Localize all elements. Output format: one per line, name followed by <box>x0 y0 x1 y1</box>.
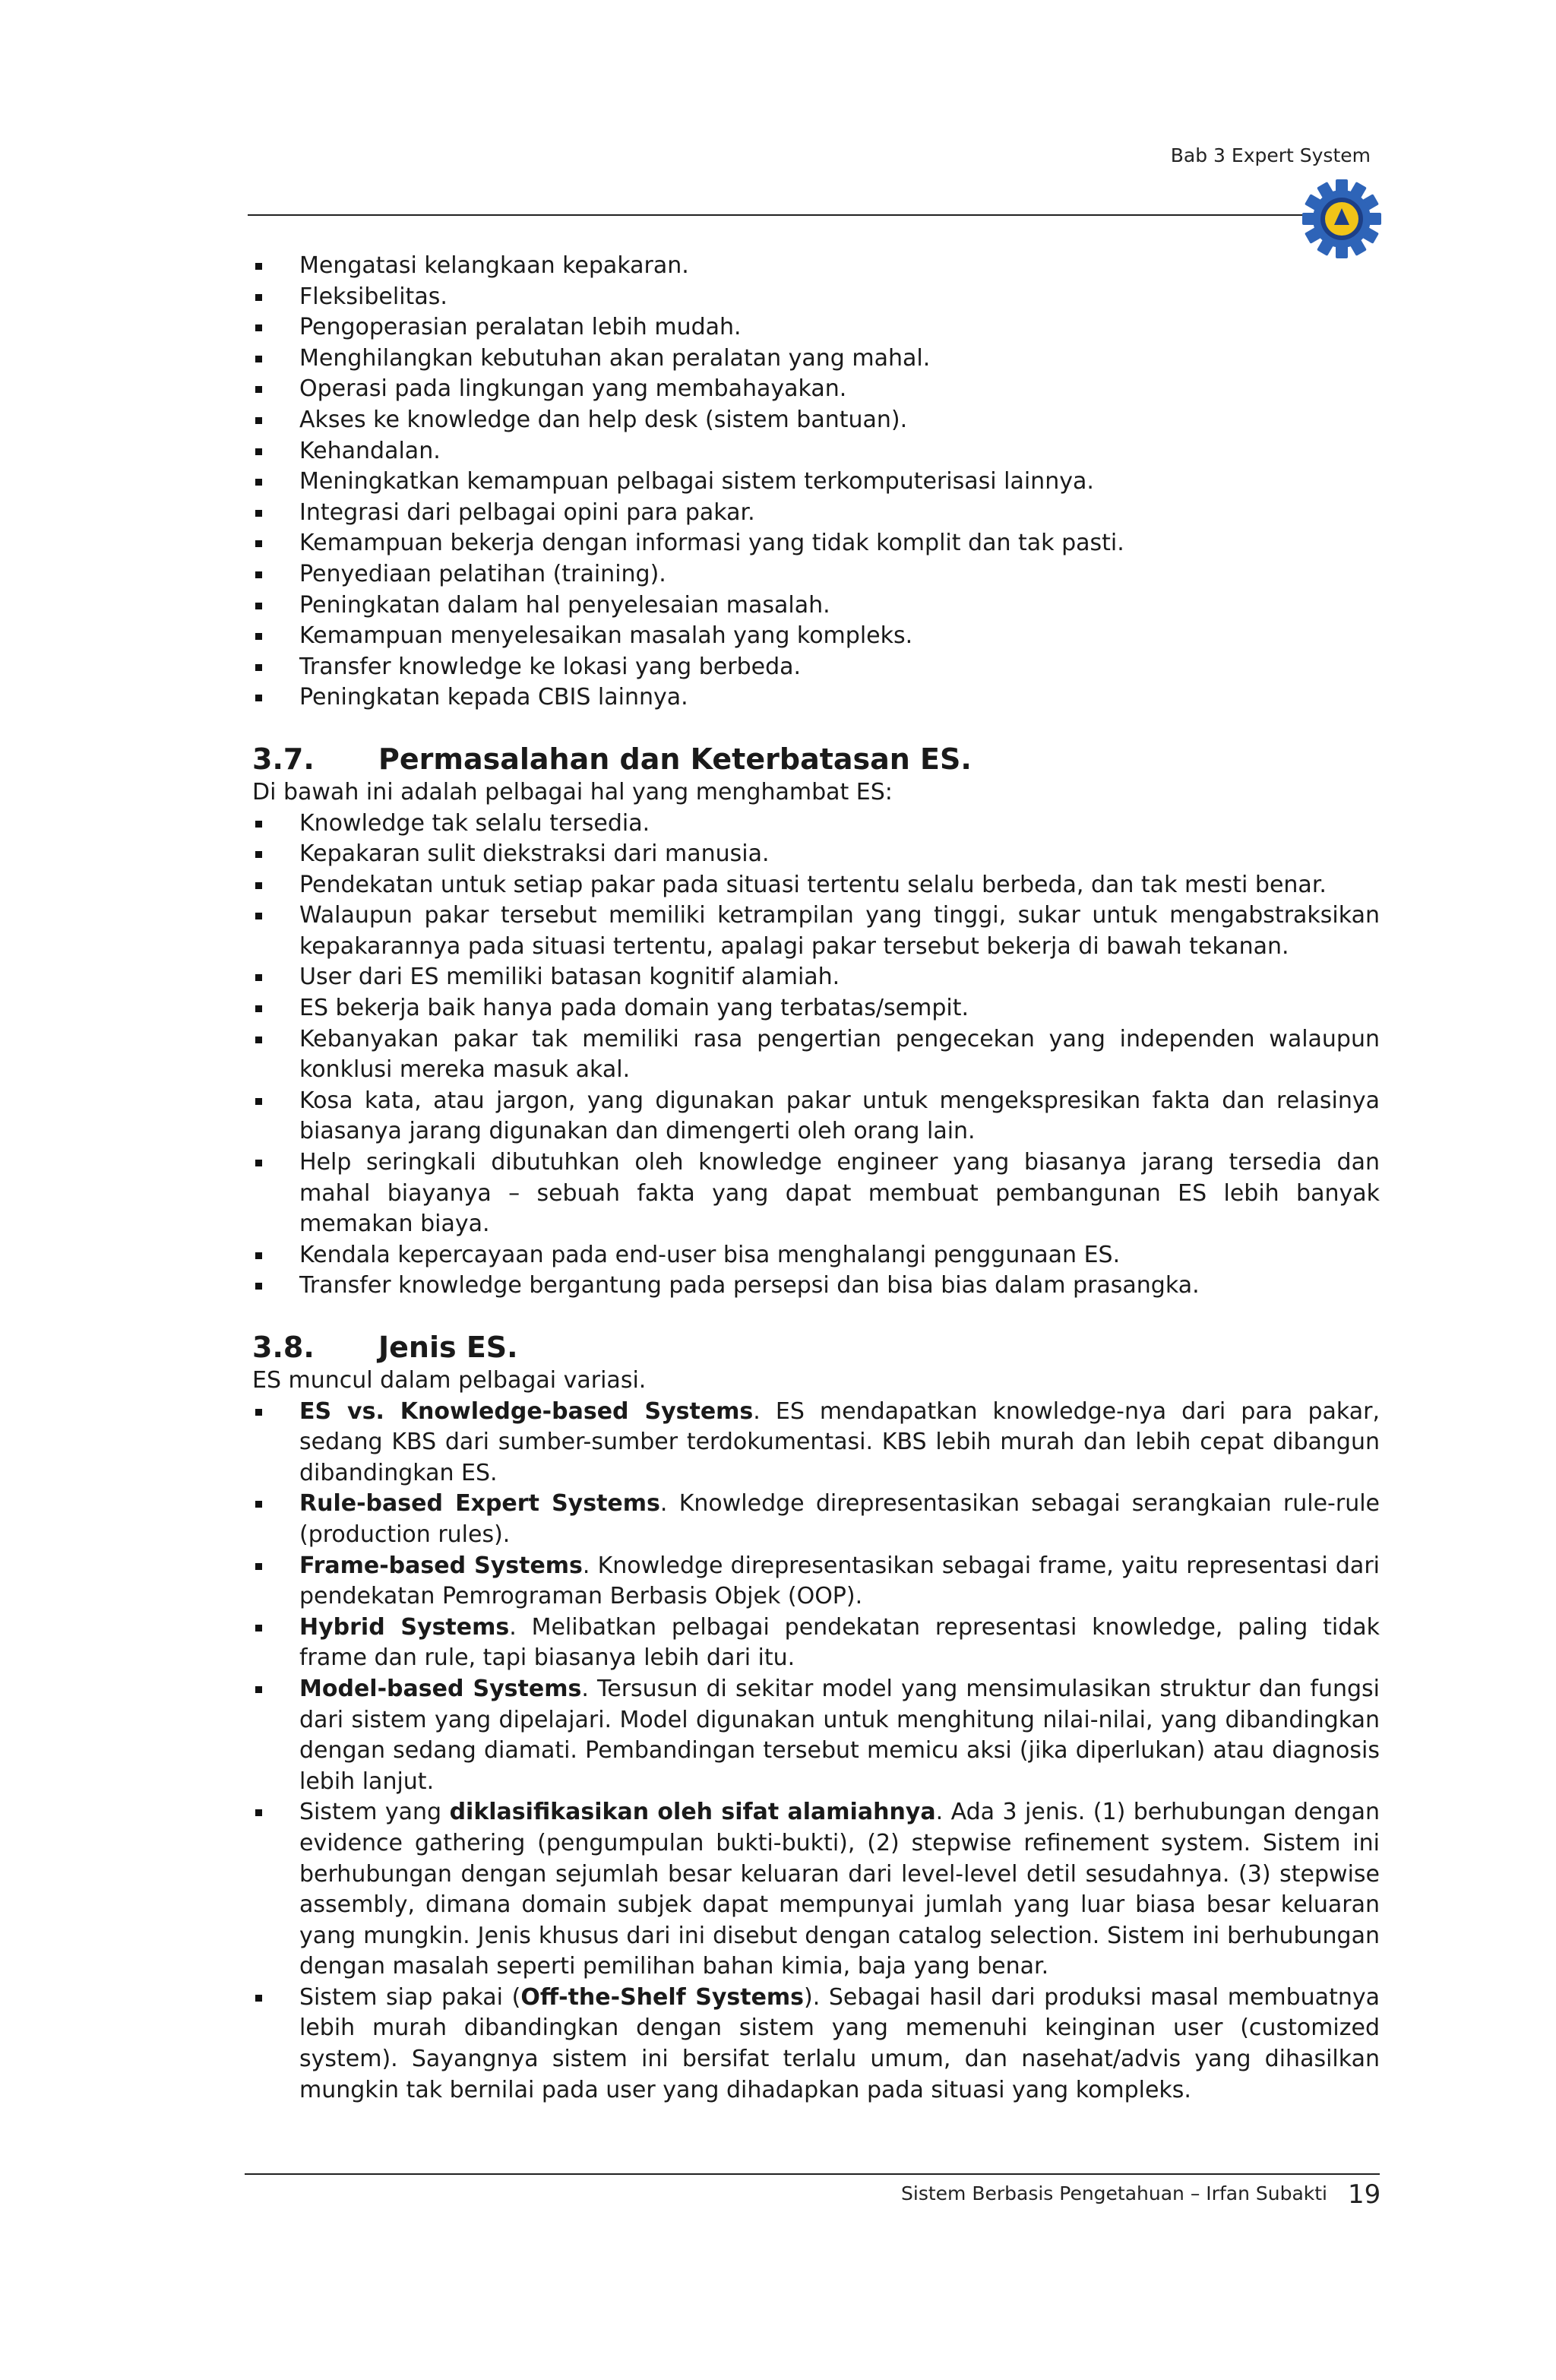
footer-text: Sistem Berbasis Pengetahuan – Irfan Subakti <box>901 2182 1327 2204</box>
list-item: Kemampuan menyelesaikan masalah yang kompleks. <box>252 621 1380 652</box>
list-item: Menghilangkan kebutuhan akan peralatan yang mahal. <box>252 343 1380 375</box>
item-text-pre: Sistem siap pakai ( <box>299 1983 521 2011</box>
list-item <box>252 1613 1380 1674</box>
list-item: Pendekatan untuk setiap pakar pada situasi tertentu selalu berbeda, dan tak mesti benar. <box>252 870 1380 901</box>
list-item: Operasi pada lingkungan yang membahayakan. <box>252 374 1380 405</box>
list-item: Akses ke knowledge dan help desk (sistem bantuan). <box>252 405 1380 436</box>
item-text: . Tersusun di sekitar model yang mensimulasikan struktur dan fungsi dari sistem yang dipelajari. Model digunakan untuk menghitung nilai-nilai, yang dibandingkan dengan sedang diamati. Pembandingan tersebut memicu aksi (jika diperlukan) atau diagnosis lebih lanjut. <box>299 1675 1380 1795</box>
list-item: Transfer knowledge ke lokasi yang berbeda. <box>252 652 1380 683</box>
advantages-list <box>252 251 1380 714</box>
item-text: ). Sebagai hasil dari produksi masal membuatnya lebih murah dibandingkan dengan sistem yang memenuhi keinginan user (customized system). Sayangnya sistem ini bersifat terlalu umum, dan nasehat/advis yang dihasilkan mungkin tak bernilai pada user yang dihadapkan pada situasi yang kompleks. <box>299 1983 1380 2103</box>
list-item: Kepakaran sulit diekstraksi dari manusia. <box>252 839 1380 870</box>
item-term: diklasifikasikan oleh sifat alamiahnya <box>449 1799 936 1826</box>
page-content <box>252 251 1380 2106</box>
list-item: Kendala kepercayaan pada end-user bisa menghalangi penggunaan ES. <box>252 1240 1380 1271</box>
item-text-pre: Sistem yang <box>299 1799 450 1826</box>
page-number: 19 <box>1348 2179 1381 2210</box>
section-number: 3.7. <box>252 742 315 776</box>
list-item: Kosa kata, atau jargon, yang digunakan pakar untuk mengekspresikan fakta dan relasinya biasanya jarang digunakan dan dimengerti oleh orang lain. <box>252 1086 1380 1147</box>
section-heading-3-8 <box>252 1329 1380 1366</box>
list-item: Kemampuan bekerja dengan informasi yang tidak komplit dan tak pasti. <box>252 528 1380 559</box>
list-item: Kehandalan. <box>252 436 1380 467</box>
list-item <box>252 1397 1380 1489</box>
list-item: Mengatasi kelangkaan kepakaran. <box>252 251 1380 282</box>
list-item: Transfer knowledge bergantung pada persepsi dan bisa bias dalam prasangka. <box>252 1271 1380 1302</box>
section-title: Jenis ES. <box>378 1331 518 1364</box>
section-heading-3-7 <box>252 741 1380 777</box>
item-term: Frame-based Systems <box>299 1552 583 1579</box>
footer-rule <box>245 2173 1380 2175</box>
gear-emblem-icon <box>1301 178 1383 260</box>
list-item: Meningkatkan kemampuan pelbagai sistem terkomputerisasi lainnya. <box>252 467 1380 498</box>
list-item: Walaupun pakar tersebut memiliki ketrampilan yang tinggi, sukar untuk mengabstraksikan kepakarannya pada situasi tertentu, apalagi pakar tersebut bekerja di bawah tekanan. <box>252 900 1380 962</box>
list-item: Penyediaan pelatihan (training). <box>252 559 1380 590</box>
header-rule <box>248 214 1313 216</box>
list-item <box>252 1983 1380 2106</box>
item-text: . Melibatkan pelbagai pendekatan representasi knowledge, paling tidak frame dan rule, tapi biasanya lebih dari itu. <box>299 1613 1380 1672</box>
list-item: ES bekerja baik hanya pada domain yang terbatas/sempit. <box>252 993 1380 1024</box>
list-item: Peningkatan dalam hal penyelesaian masalah. <box>252 590 1380 622</box>
list-item: Knowledge tak selalu tersedia. <box>252 809 1380 840</box>
section-intro: ES muncul dalam pelbagai variasi. <box>252 1367 647 1394</box>
section-intro: Di bawah ini adalah pelbagai hal yang menghambat ES: <box>252 778 893 805</box>
list-item: Help seringkali dibutuhkan oleh knowledge engineer yang biasanya jarang tersedia dan mahal biayanya – sebuah fakta yang dapat membuat pembangunan ES lebih banyak memakan biaya. <box>252 1147 1380 1240</box>
page-header-title: Bab 3 Expert System <box>1170 144 1371 166</box>
item-term: Off-the-Shelf Systems <box>520 1983 805 2011</box>
list-item <box>252 1674 1380 1797</box>
item-term: Model-based Systems <box>299 1675 582 1702</box>
list-item <box>252 1551 1380 1613</box>
list-item: Kebanyakan pakar tak memiliki rasa pengertian pengecekan yang independen walaupun konklusi mereka masuk akal. <box>252 1024 1380 1086</box>
item-text: . Knowledge direpresentasikan sebagai frame, yaitu representasi dari pendekatan Pemrograman Berbasis Objek (OOP). <box>299 1552 1380 1610</box>
item-term: Hybrid Systems <box>299 1613 510 1641</box>
list-item: Pengoperasian peralatan lebih mudah. <box>252 312 1380 343</box>
item-term: Rule-based Expert Systems <box>299 1490 660 1518</box>
es-types-list <box>252 1397 1380 2106</box>
item-text: . Knowledge direpresentasikan sebagai serangkaian rule-rule (production rules). <box>299 1490 1380 1548</box>
list-item: Integrasi dari pelbagai opini para pakar. <box>252 498 1380 529</box>
list-item: Peningkatan kepada CBIS lainnya. <box>252 682 1380 714</box>
item-text: . Ada 3 jenis. (1) berhubungan dengan evidence gathering (pengumpulan bukti-bukti), (2) stepwise refinement system. Sistem ini berhubungan dengan sejumlah besar keluaran dari level-level detil sesudahnya. (3) stepwise assembly, dimana domain subjek dapat mempunyai jumlah yang luar biasa besar keluaran yang mungkin. Jenis khusus dari ini disebut dengan catalog selection. Sistem ini berhubungan dengan masalah seperti pemilihan bahan kimia, baja yang benar. <box>299 1799 1380 1980</box>
list-item: User dari ES memiliki batasan kognitif alamiah. <box>252 962 1380 993</box>
list-item <box>252 1797 1380 1983</box>
section-number: 3.8. <box>252 1331 315 1364</box>
list-item <box>252 1489 1380 1550</box>
item-text: . ES mendapatkan knowledge-nya dari para pakar, sedang KBS dari sumber-sumber terdokumentasi. KBS lebih murah dan lebih cepat dibangun dibandingkan ES. <box>299 1397 1380 1486</box>
item-term: ES vs. Knowledge-based Systems <box>299 1397 754 1425</box>
list-item: Fleksibelitas. <box>252 282 1380 313</box>
limitations-list <box>252 809 1380 1302</box>
section-title: Permasalahan dan Keterbatasan ES. <box>378 742 972 776</box>
